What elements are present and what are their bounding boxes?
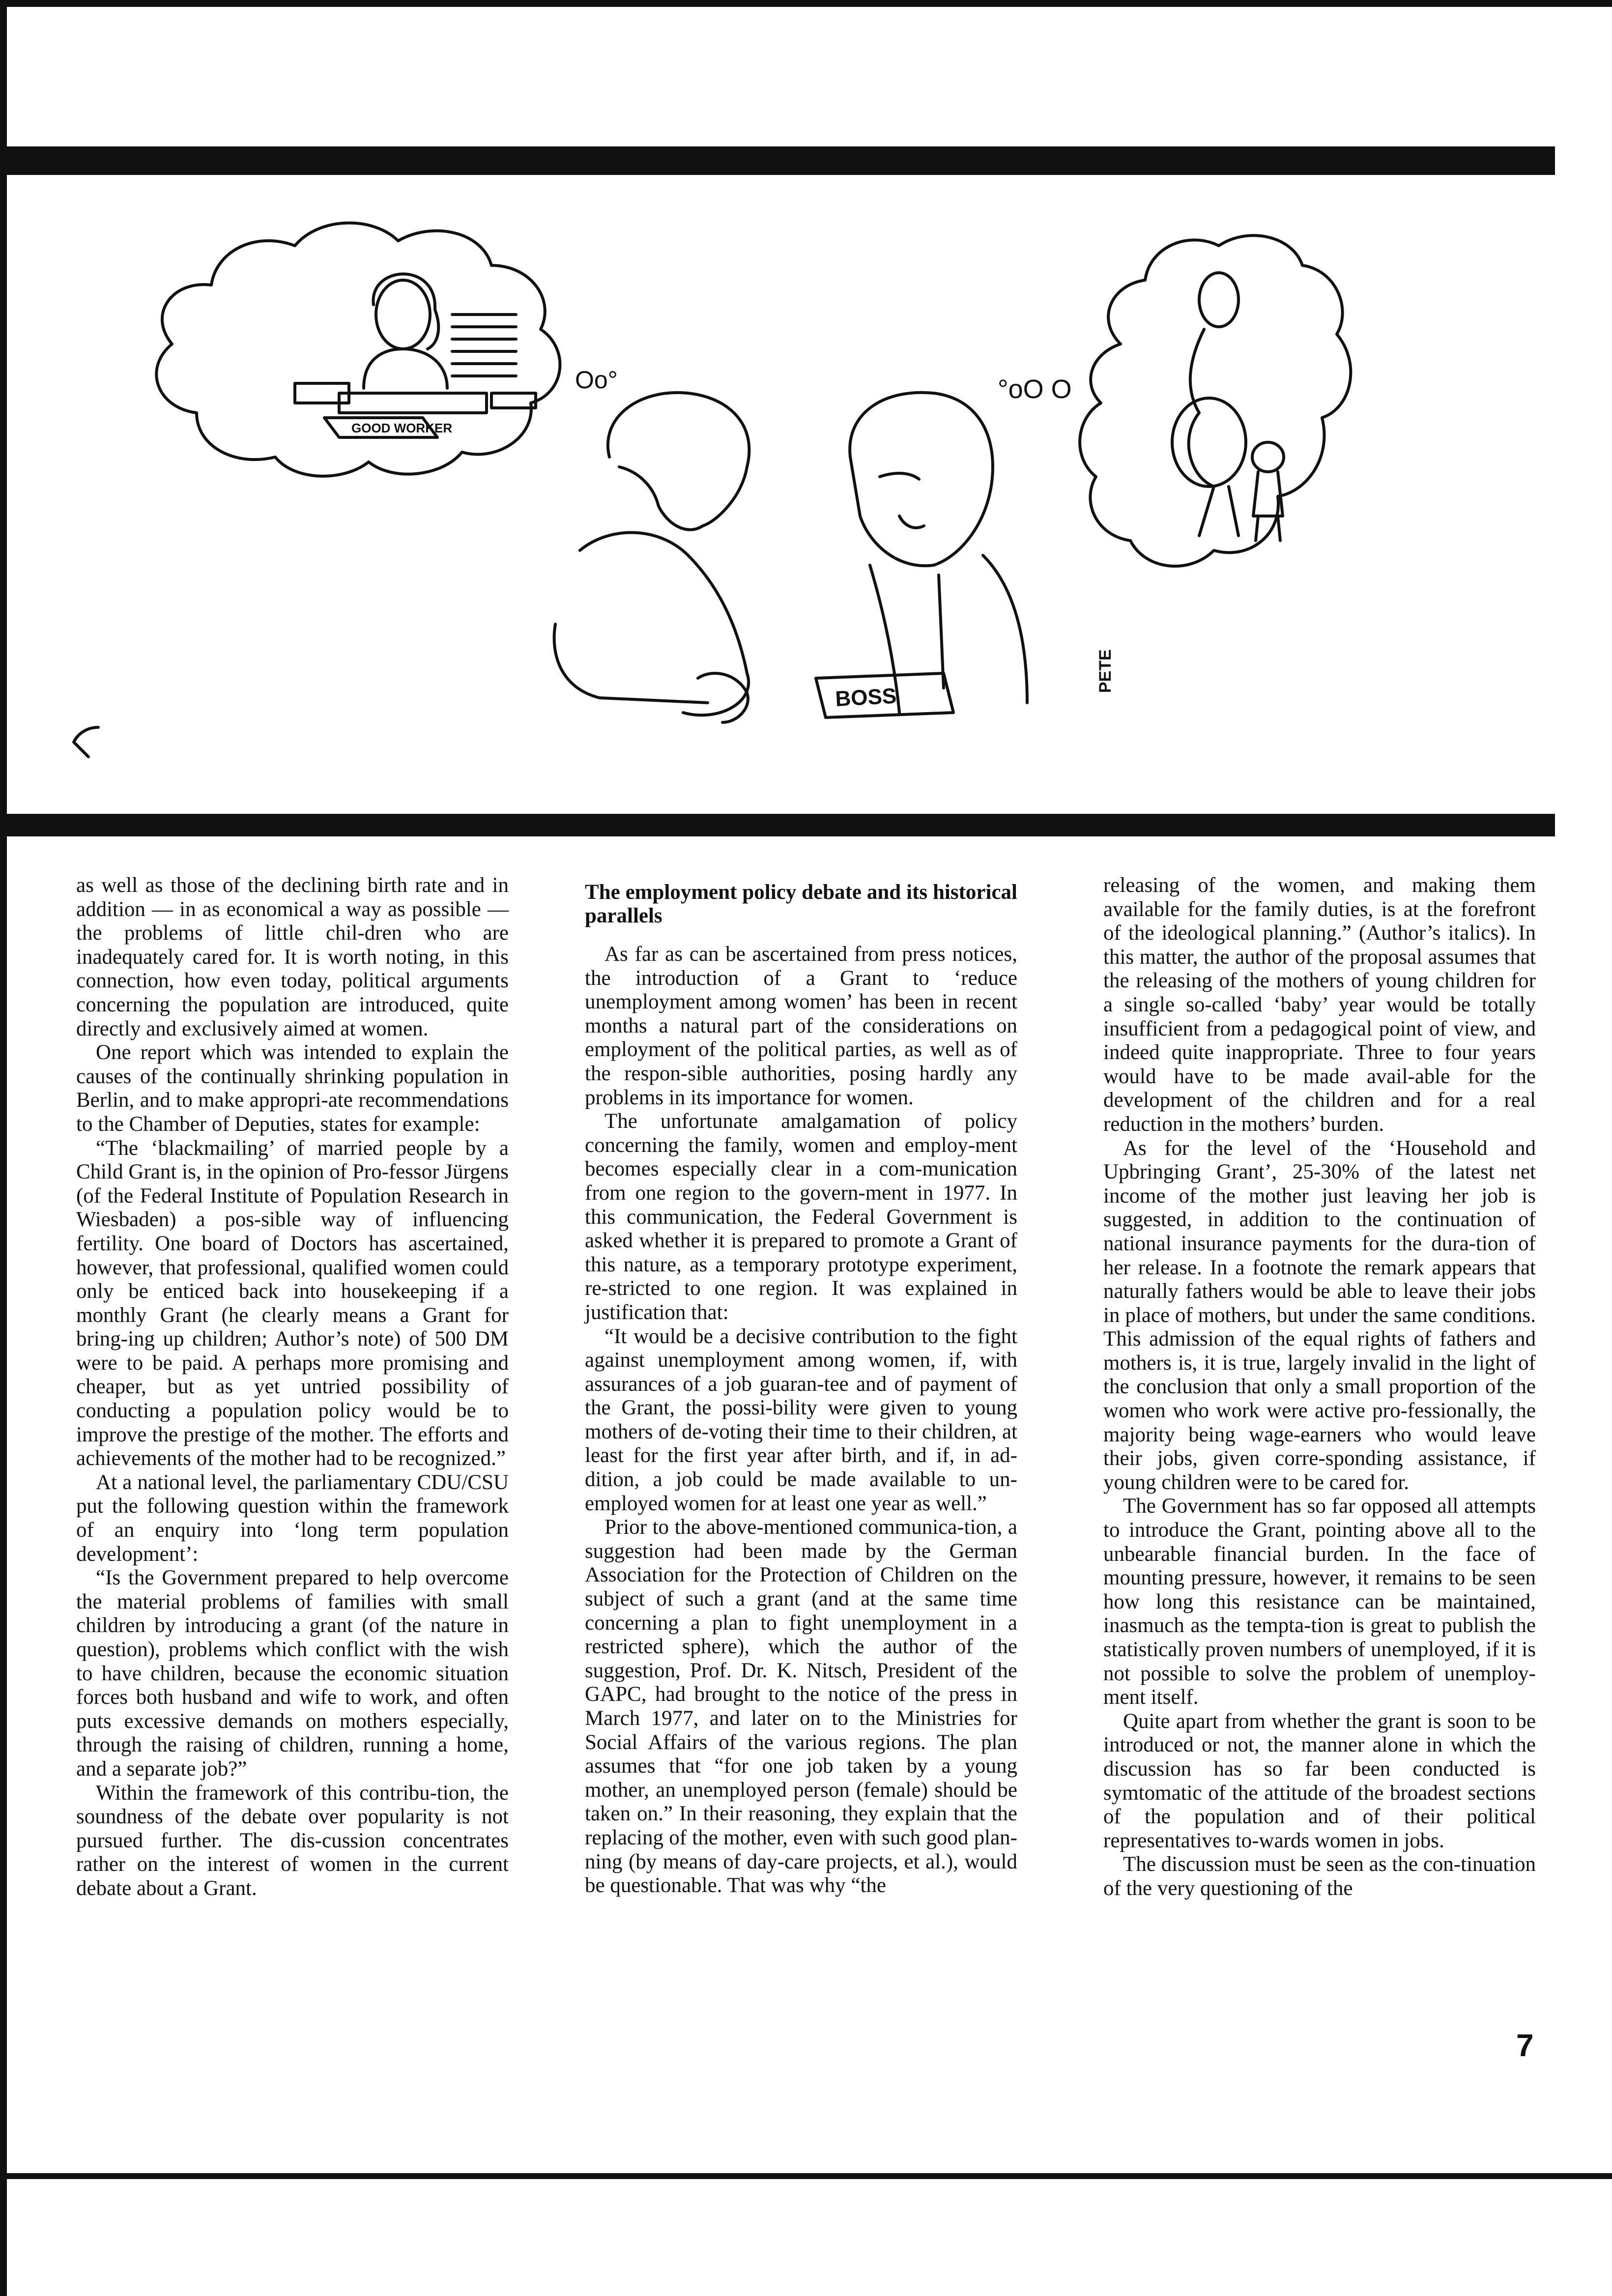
col1-paragraph-2: One report which was intended to explain the causes of the continually shrinking population in Berlin, and to make appropri-ate recommendations to the Chamber of Deputies, states for example: xyxy=(76,1041,509,1136)
column-1 xyxy=(76,874,509,1901)
cartoon-illustration xyxy=(20,182,1553,806)
col3-paragraph-4: Quite apart from whether the grant is soon to be introduced or not, the manner alone in which the discussion has so far been conducted is symtomatic of the attitude of the broadest sections of the population and of their political representatives to-wards women in jobs. xyxy=(1103,1709,1536,1852)
thought-bubbles-left: Oo° xyxy=(575,366,618,394)
col1-paragraph-4: At a national level, the parliamentary CDU/CSU put the following question within the framework of an enquiry into ‘long term population development’: xyxy=(76,1470,509,1566)
col2-paragraph-4: Prior to the above-mentioned communica-tion, a suggestion had been made by the German Association for the Protection of Children on the subject of such a grant (and at the same time concerning a plan to fight unemployment in a restricted sphere), which the author of the suggestion, Prof. Dr. K. Nitsch, President of the GAPC, had brought to the notice of the press in March 1977, and later on to the Ministries for Social Affairs of the various regions. The plan assumes that “for one job taken by a young mother, an unemployed person (female) should be taken on.” In their reasoning, they explain that the replacing of the mother, even with such good plan-ning (by means of day-care projects, et al.), would be questionable. That was why “the xyxy=(585,1516,1017,1897)
illustration-bottom-rule xyxy=(7,814,1555,836)
col1-paragraph-6: Within the framework of this contribu-tion, the soundness of the debate over popularity is not pursued further. The dis-cussion concentrates rather on the interest of women in the current debate about a Grant. xyxy=(76,1781,509,1900)
woman-hair xyxy=(608,393,749,526)
page-frame-top xyxy=(0,0,1612,7)
column-2 xyxy=(585,874,1017,1898)
col3-paragraph-1: releasing of the women, and making them available for the family duties, is at the forefront of the ideological planning.” (Author’s italics). In this matter, the author of the proposal assumes that the releasing of the mothers of young children for a single so-called ‘baby’ year would be totally insufficient from a pedagogical point of view, and indeed quite inappropriate. Three to four years would have to be made avail-able for the development of the children and for a real reduction in the mothers’ burden. xyxy=(1103,874,1536,1136)
col2-paragraph-2: The unfortunate amalgamation of policy concerning the family, women and employ-ment becomes especially clear in a com-munication from one region to the govern-ment in 1977. In this communication, the Federal Government is asked whether it is prepared to promote a Grant of this nature, as a temporary prototype experiment, re-stricted to one region. It was explained in justification that: xyxy=(585,1110,1017,1324)
col1-paragraph-3: “The ‘blackmailing’ of married people by a Child Grant is, in the opinion of Pro-fessor Jürgens (of the Federal Institute of Population Research in Wiesbaden) a pos-sible way of influencing fertility. One board of Doctors has ascertained, however, that professional, qualified women could only be enticed back into housekeeping if a monthly Grant (he clearly means a Grant for bring-ing up children; Author’s note) of 500 DM were to be paid. A perhaps more promising and cheaper, but as yet untried possibility of conducting a population policy would be to improve the prestige of the mother. The efforts and achievements of the mother had to be recognized.” xyxy=(76,1136,509,1470)
boss-head xyxy=(850,393,993,566)
col1-paragraph-5: “Is the Government prepared to help overcome the material problems of families with small children by introducing a grant (of the nature in question), problems which conflict with the wish to have children, because the economic situation forces both husband and wife to work, and often puts excessive demands on mothers especially, through the raising of children, running a home, and a separate job?” xyxy=(76,1566,509,1780)
col3-paragraph-2: As for the level of the ‘Household and Upbringing Grant’, 25-30% of the latest net income of the mother just leaving her job is suggested, in addition to the continuation of national insurance payments for the dura-tion of her release. In a footnote the remark appears that naturally fathers would be able to leave their jobs in place of mothers, but under the same conditions. This admission of the equal rights of fathers and mothers is, it is true, largely invalid in the light of the conclusion that only a small proportion of the women who work were active pro-fessionally, the majority being wage-earners who would leave their jobs, given corre-sponding assistance, if young children were to be cared for. xyxy=(1103,1136,1536,1494)
page-frame-bottom xyxy=(0,2173,1612,2179)
thought-cloud-right xyxy=(1080,235,1351,566)
corner-mark xyxy=(74,727,98,757)
artist-signature: PETE xyxy=(1096,649,1115,693)
section-heading: The employment policy debate and its historical parallels xyxy=(585,881,1017,927)
pregnant-woman-head xyxy=(1199,273,1238,327)
thought-bubbles-right: °oO O xyxy=(998,374,1072,404)
column-3 xyxy=(1103,874,1536,1901)
child-head xyxy=(1252,442,1284,472)
col3-paragraph-5: The discussion must be seen as the con-tinuation of the very questioning of the xyxy=(1103,1853,1536,1900)
pregnant-belly xyxy=(1172,398,1246,487)
col3-paragraph-3: The Government has so far opposed all attempts to introduce the Grant, pointing above all to the unbearable financial burden. In the face of mounting pressure, however, it remains to be seen how long this resistance can be maintained, inasmuch as the tempta-tion is great to publish the statistically proven numbers of unemployed, if it is not possible to solve the problem of unemploy-ment itself. xyxy=(1103,1494,1536,1709)
col1-paragraph-1: as well as those of the declining birth rate and in addition — in as economical a way as possible — the problems of little chil-dren who are inadequately cared for. It is worth noting, in this connection, how even today, political arguments concerning the population are introduced, quite directly and exclusively aimed at women. xyxy=(76,874,509,1040)
page-frame-left xyxy=(0,0,7,2296)
boss-sign: BOSS xyxy=(835,684,897,712)
dream-woman-head xyxy=(376,280,430,349)
woman-face xyxy=(619,467,703,530)
page-number: 7 xyxy=(1516,2028,1534,2063)
dream-papers xyxy=(452,315,516,376)
col2-paragraph-1: As far as can be ascertained from press notices, the introduction of a Grant to ‘reduce unemployment among women’ has been in recent months a natural part of the considerations on employment of the political parties, as well as of the respon-sible authorities, posing hardly any problems in its importance for women. xyxy=(585,943,1017,1109)
illustration-top-rule xyxy=(7,146,1555,175)
good-worker-sign: GOOD WORKER xyxy=(351,421,453,435)
col2-paragraph-3: “It would be a decisive contribution to the fight against unemployment among women, if, with assurances of a job guaran-tee and of payment of the Grant, the possi-bility were given to young mothers of de-voting their time to their children, at least for the first year after birth, and if, in ad-dition, a job could be made available to un-employed women for at least one year as well.” xyxy=(585,1324,1017,1515)
